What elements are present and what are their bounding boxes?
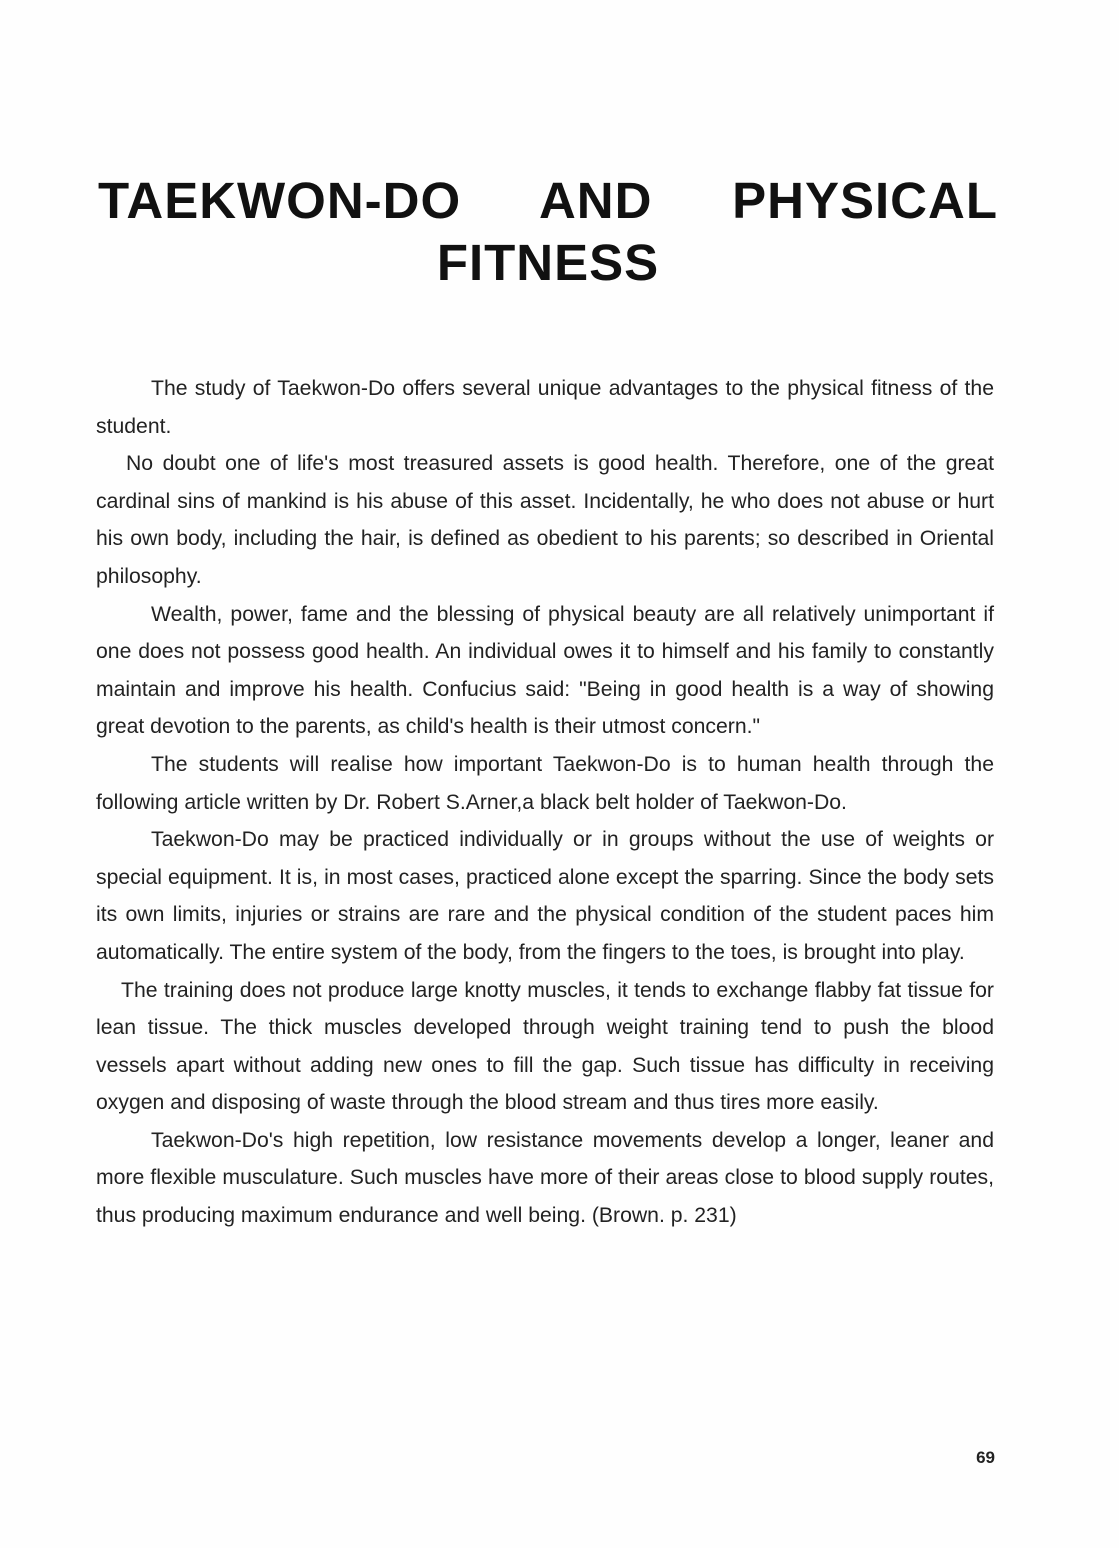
body-text [96, 370, 994, 1235]
paragraph-5: Taekwon-Do may be practiced individually or in groups without the use of weights or special equipment. It is, in most cases, practiced alone except the sparring. Since the body sets its own limits, injuries or strains are rare and the physical condition of the student paces him automatically. The entire system of the body, from the fingers to the toes, is brought into play. [96, 828, 994, 964]
page-number: 69 [976, 1448, 995, 1467]
paragraph-6: The training does not produce large knotty muscles, it tends to exchange flabby fat tissue for lean tissue. The thick muscles developed through weight training tend to push the blood vessels apart without adding new ones to fill the gap. Such tissue has difficulty in receiving oxygen and disposing of waste through the blood stream and thus tires more easily. [96, 978, 994, 1115]
paragraph-4: The students will realise how important Taekwon-Do is to human health through the following article written by Dr. Robert S.Arner,a black belt holder of Taekwon-Do. [96, 752, 994, 814]
chapter-title-line-2: FITNESS [436, 234, 660, 291]
chapter-title [98, 170, 998, 294]
paragraph-3: Wealth, power, fame and the blessing of physical beauty are all relatively unimportant if one does not possess good health. An individual owes it to himself and his family to constantly maintain and improve his health. Confucius said: "Being in good health is a way of showing great devotion to the parents, as child's health is their utmost concern." [96, 602, 994, 739]
chapter-title-line-1: TAEKWON-DO AND PHYSICAL [98, 172, 998, 229]
paragraph-2: No doubt one of life's most treasured assets is good health. Therefore, one of the great cardinal sins of mankind is his abuse of this asset. Incidentally, he who does not abuse or hurt his own body, including the hair, is defined as obedient to his parents; so described in Oriental philosophy. [96, 452, 994, 588]
paragraph-1: The study of Taekwon-Do offers several unique advantages to the physical fitness of the student. [96, 377, 994, 438]
paragraph-7: Taekwon-Do's high repetition, low resistance movements develop a longer, leaner and more flexible musculature. Such muscles have more of their areas close to blood supply routes, thus producing maximum endurance and well being. (Brown. p. 231) [96, 1128, 994, 1228]
